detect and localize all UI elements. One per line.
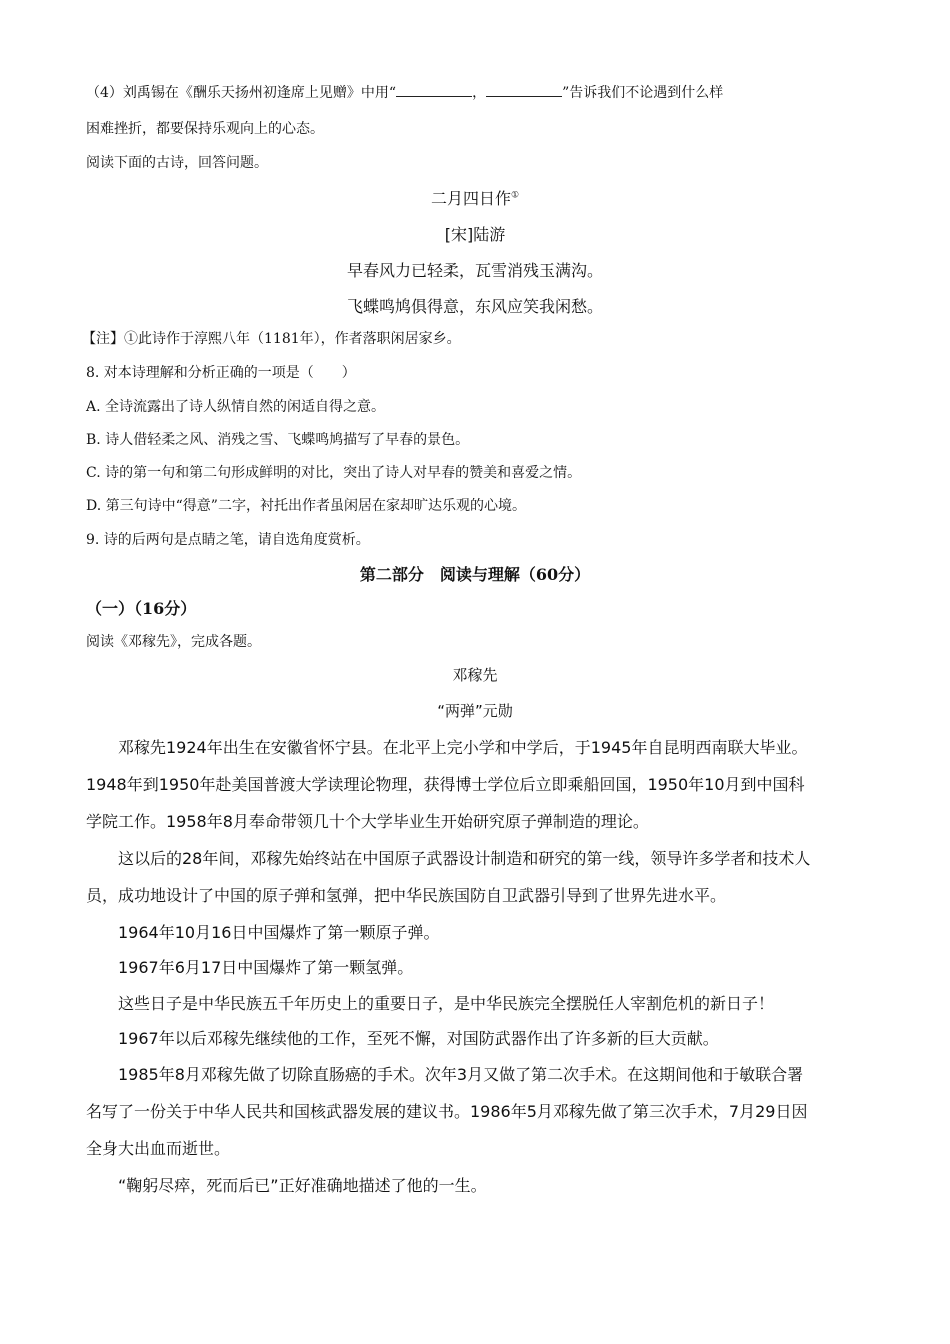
poem-note-mark: ① xyxy=(510,190,520,201)
q8-option-d: D. 第三句诗中“得意”二字，衬托出作者虽闲居在家却旷达乐观的心境。 xyxy=(86,498,526,514)
article-line: 这以后的28年间，邓稼先始终站在中国原子武器设计制造和研究的第一线，领导许多学者和技术人 xyxy=(118,849,811,868)
q4-text-a: （4）刘禹锡在《酬乐天扬州初逢席上见赠》中用“ xyxy=(86,85,397,101)
q8-option-a: A. 全诗流露出了诗人纵情自然的闲适自得之意。 xyxy=(86,399,386,415)
article-line: “鞠躬尽瘁，死而后已”正好准确地描述了他的一生。 xyxy=(118,1176,487,1195)
q8-stem: 8. 对本诗理解和分析正确的一项是（ ） xyxy=(86,365,356,381)
part2-heading: 第二部分 阅读与理解（60分） xyxy=(359,565,591,584)
q4-line-1 xyxy=(86,82,723,102)
answer-blank-1[interactable] xyxy=(396,84,472,97)
article-line: 邓稼先1924年出生在安徽省怀宁县。在北平上完小学和中学后，于1945年自昆明西南联大毕业。 xyxy=(118,738,808,757)
poem-line-2: 飞蝶鸣鸠俱得意，东风应笑我闲愁。 xyxy=(346,297,603,316)
q8-option-c: C. 诗的第一句和第二句形成鲜明的对比，突出了诗人对早春的赞美和喜爱之情。 xyxy=(86,465,582,481)
article-line: 1964年10月16日中国爆炸了第一颗原子弹。 xyxy=(118,923,440,942)
article-line: 1967年6月17日中国爆炸了第一颗氢弹。 xyxy=(118,958,414,977)
article-title: 邓稼先 xyxy=(452,666,498,684)
article-line: 全身大出血而逝世。 xyxy=(86,1139,231,1158)
poem-title xyxy=(0,186,950,209)
article-line: 这些日子是中华民族五千年历史上的重要日子，是中华民族完全摆脱任人宰割危机的新日子！ xyxy=(118,994,775,1013)
article-line: 名写了一份关于中华人民共和国核武器发展的建议书。1986年5月邓稼先做了第三次手术，7月29日因 xyxy=(86,1102,808,1121)
article-line: 1985年8月邓稼先做了切除直肠癌的手术。次年3月又做了第二次手术。在这期间他和于敏联合署 xyxy=(118,1065,804,1084)
article-subtitle: “两弹”元勋 xyxy=(437,702,513,720)
q4-line-2: 困难挫折，都要保持乐观向上的心态。 xyxy=(86,121,324,137)
article-line: 员，成功地设计了中国的原子弹和氢弹，把中华民族国防自卫武器引导到了世界先进水平。 xyxy=(86,886,727,905)
answer-blank-2[interactable] xyxy=(486,84,562,97)
poem-title-text: 二月四日作 xyxy=(430,189,511,208)
article-line: 学院工作。1958年8月奉命带领几十个大学毕业生开始研究原子弹制造的理论。 xyxy=(86,812,649,831)
q4-text-b: ， xyxy=(472,85,487,101)
article-line: 1967年以后邓稼先继续他的工作，至死不懈，对国防武器作出了许多新的巨大贡献。 xyxy=(118,1029,719,1048)
poem-line-1: 早春风力已轻柔，瓦雪消残玉满沟。 xyxy=(346,261,603,280)
poem-note: 【注】①此诗作于淳熙八年（1181年），作者落职闲居家乡。 xyxy=(82,331,461,347)
poem-intro: 阅读下面的古诗，回答问题。 xyxy=(86,155,268,171)
poem-author: [宋]陆游 xyxy=(444,225,506,244)
article-line: 1948年到1950年赴美国普渡大学读理论物理，获得博士学位后立即乘船回国，1950年10月到中国科 xyxy=(86,775,805,794)
q9-stem: 9. 诗的后两句是点睛之笔，请自选角度赏析。 xyxy=(86,532,370,548)
section-heading: （一）（16分） xyxy=(86,599,197,618)
q4-text-c: ”告诉我们不论遇到什么样 xyxy=(562,85,724,101)
q8-option-b: B. 诗人借轻柔之风、消残之雪、飞蝶鸣鸠描写了早春的景色。 xyxy=(86,432,470,448)
reading-instruction: 阅读《邓稼先》，完成各题。 xyxy=(86,634,261,650)
